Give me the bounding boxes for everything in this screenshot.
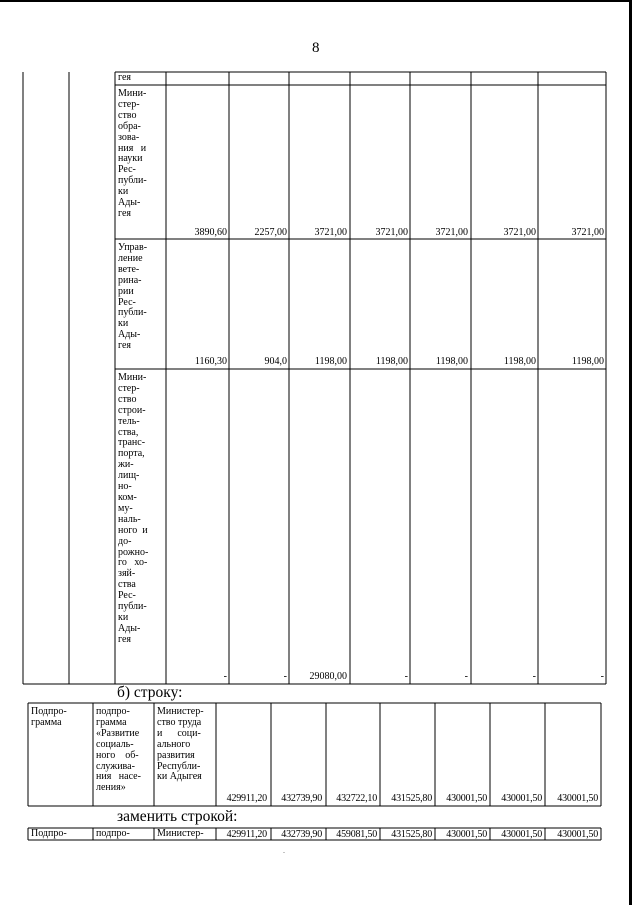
heading-b: б) строку: bbox=[117, 684, 183, 701]
row-3-value-3: 29080,00 bbox=[309, 671, 347, 682]
table2-value-1: 429911,20 bbox=[226, 793, 267, 804]
table2-value-3: 432722,10 bbox=[336, 793, 377, 804]
row-3-value-4: - bbox=[404, 671, 408, 682]
table3-value-4: 431525,80 bbox=[391, 829, 432, 840]
table2-value-6: 430001,50 bbox=[501, 793, 542, 804]
row-1-value-7: 3721,00 bbox=[571, 227, 604, 238]
table2-value-5: 430001,50 bbox=[446, 793, 487, 804]
row-3-value-6: - bbox=[532, 671, 536, 682]
table2-col1: Подпро- грамма bbox=[31, 706, 67, 728]
row-1-value-5: 3721,00 bbox=[435, 227, 468, 238]
row-2-value-5: 1198,00 bbox=[435, 356, 468, 367]
scan-artifact: . bbox=[283, 846, 285, 855]
row-3-value-7: - bbox=[600, 671, 604, 682]
row-1-value-6: 3721,00 bbox=[503, 227, 536, 238]
row-2-value-7: 1198,00 bbox=[571, 356, 604, 367]
row-1-value-3: 3721,00 bbox=[314, 227, 347, 238]
row-2-value-6: 1198,00 bbox=[503, 356, 536, 367]
table3-col1: Подпро- bbox=[31, 828, 67, 839]
table2-value-2: 432739,90 bbox=[281, 793, 322, 804]
table3-value-5: 430001,50 bbox=[446, 829, 487, 840]
row-2-value-4: 1198,00 bbox=[375, 356, 408, 367]
row-1-value-2: 2257,00 bbox=[254, 227, 287, 238]
row-2-value-3: 1198,00 bbox=[314, 356, 347, 367]
row-0-org: гея bbox=[118, 72, 132, 83]
table3-col3: Министер- bbox=[157, 828, 204, 839]
table3-value-1: 429911,20 bbox=[226, 829, 267, 840]
table3-col2: подпро- bbox=[96, 828, 130, 839]
row-2-value-2: 904,0 bbox=[264, 356, 287, 367]
table2-col2: подпро- грамма «Развитие социаль- ного об- служива- ния насе- ления» bbox=[96, 706, 141, 794]
table2-value-7: 430001,50 bbox=[557, 793, 598, 804]
row-3-value-1: - bbox=[223, 671, 227, 682]
row-2-value-1: 1160,30 bbox=[194, 356, 227, 367]
row-3-value-2: - bbox=[283, 671, 287, 682]
table2-value-4: 431525,80 bbox=[391, 793, 432, 804]
row-1-value-4: 3721,00 bbox=[375, 227, 408, 238]
row-2-org: Управ- ление ветe- рина- рии Рес- публи- ки Ады- гея bbox=[118, 242, 148, 352]
row-3-value-5: - bbox=[464, 671, 468, 682]
table3-value-6: 430001,50 bbox=[501, 829, 542, 840]
page-number: 8 bbox=[312, 40, 320, 56]
table3-value-2: 432739,90 bbox=[281, 829, 322, 840]
table3-value-7: 430001,50 bbox=[557, 829, 598, 840]
table2-col3: Министер- ство труда и соци- ального развития Республи- ки Адыгея bbox=[157, 706, 204, 783]
heading-replace: заменить строкой: bbox=[117, 808, 238, 825]
row-1-org: Мини- стер- ство обра- зова- ния и науки Рес- публи- ки Ады- гея bbox=[118, 88, 147, 219]
row-3-org: Мини- стер- ство строи- тель- ства, транс- порта, жи- лищ- но- ком- му- наль- ного и до- рожно- го хо- зяй- ства Рес- публи- ки Ады- гея bbox=[118, 372, 149, 645]
row-1-value-1: 3890,60 bbox=[194, 227, 227, 238]
table3-value-3: 459081,50 bbox=[336, 829, 377, 840]
